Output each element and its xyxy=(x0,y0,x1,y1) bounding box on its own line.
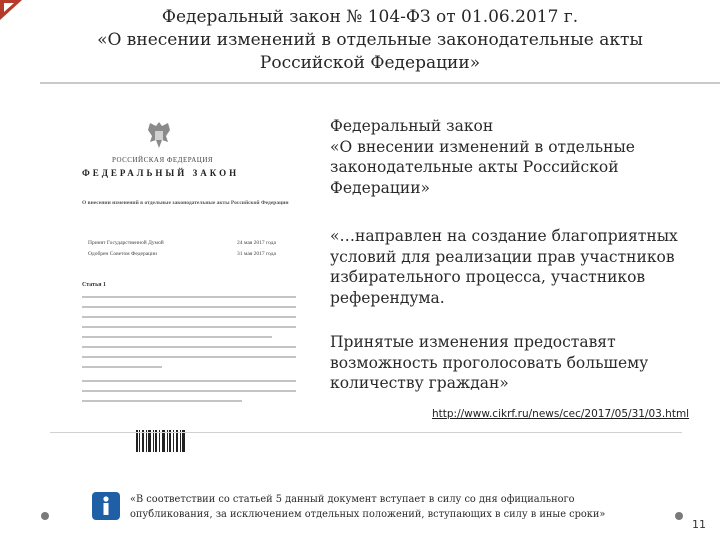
doc-article-heading: Статья 1 xyxy=(82,282,106,288)
doc-text-line xyxy=(82,296,296,298)
doc-country: РОССИЙСКАЯ ФЕДЕРАЦИЯ xyxy=(112,156,214,164)
doc-kind: ФЕДЕРАЛЬНЫЙ ЗАКОН xyxy=(82,168,240,178)
footer-divider xyxy=(50,432,682,433)
law-name-line: Федеральный закон xyxy=(330,117,494,135)
decorative-dot xyxy=(41,512,49,520)
law-name-line: законодательные акты Российской xyxy=(330,158,619,176)
corner-arrow-icon xyxy=(0,0,30,26)
law-purpose-quote xyxy=(330,226,702,308)
source-link[interactable]: http://www.cikrf.ru/news/cec/2017/05/31/03.html xyxy=(432,408,690,420)
doc-text-line xyxy=(82,346,296,348)
doc-approved-date: 31 мая 2017 года xyxy=(237,251,276,257)
effect-line: Принятые изменения предоставят xyxy=(330,333,616,351)
footnote xyxy=(130,492,650,522)
doc-text-line xyxy=(82,380,296,382)
doc-adopted-date: 24 мая 2017 года xyxy=(237,240,276,246)
footnote-line-1: «В соответствии со статьей 5 данный документ вступает в силу со дня официального xyxy=(130,494,575,505)
title-line-2: «О внесении изменений в отдельные законодательные акты xyxy=(97,30,643,50)
title-divider xyxy=(40,82,720,84)
law-effect-quote xyxy=(330,332,702,394)
decorative-dot xyxy=(675,512,683,520)
doc-text-line xyxy=(82,306,296,308)
doc-text-line xyxy=(82,390,296,392)
doc-text-line xyxy=(82,356,296,358)
info-icon xyxy=(92,492,120,520)
barcode-icon xyxy=(136,430,186,452)
doc-text-line xyxy=(82,316,296,318)
doc-subject: О внесении изменений в отдельные законодательные акты Российской Федерации xyxy=(82,200,289,206)
effect-line: количеству граждан» xyxy=(330,374,509,392)
doc-approved-label: Одобрен Советом Федерации xyxy=(88,251,157,257)
slide-title xyxy=(60,6,680,75)
coat-of-arms-icon xyxy=(142,118,176,154)
page-number: 11 xyxy=(692,518,706,531)
law-document-image xyxy=(52,100,316,470)
doc-text-line xyxy=(82,326,296,328)
doc-text-line xyxy=(82,336,272,338)
footnote-line-2: опубликования, за исключением отдельных положений, вступающих в силу в иные сроки» xyxy=(130,509,606,520)
law-name-line: Федерации» xyxy=(330,178,431,197)
title-line-3: Российской Федерации» xyxy=(259,53,481,73)
purpose-line: «…направлен на создание благоприятных xyxy=(330,227,678,245)
title-line-1: Федеральный закон № 104-ФЗ от 01.06.2017 г. xyxy=(161,7,579,27)
doc-text-line xyxy=(82,366,162,368)
effect-line: возможность проголосовать большему xyxy=(330,353,649,372)
doc-text-line xyxy=(82,400,242,402)
doc-adopted-label: Принят Государственной Думой xyxy=(88,240,164,246)
purpose-line: референдума. xyxy=(330,288,445,307)
law-name-line: «О внесении изменений в отдельные xyxy=(330,137,635,156)
law-description xyxy=(330,116,702,198)
purpose-line: условий для реализации прав участников xyxy=(330,247,675,266)
purpose-line: избирательного процесса, участников xyxy=(330,268,646,286)
